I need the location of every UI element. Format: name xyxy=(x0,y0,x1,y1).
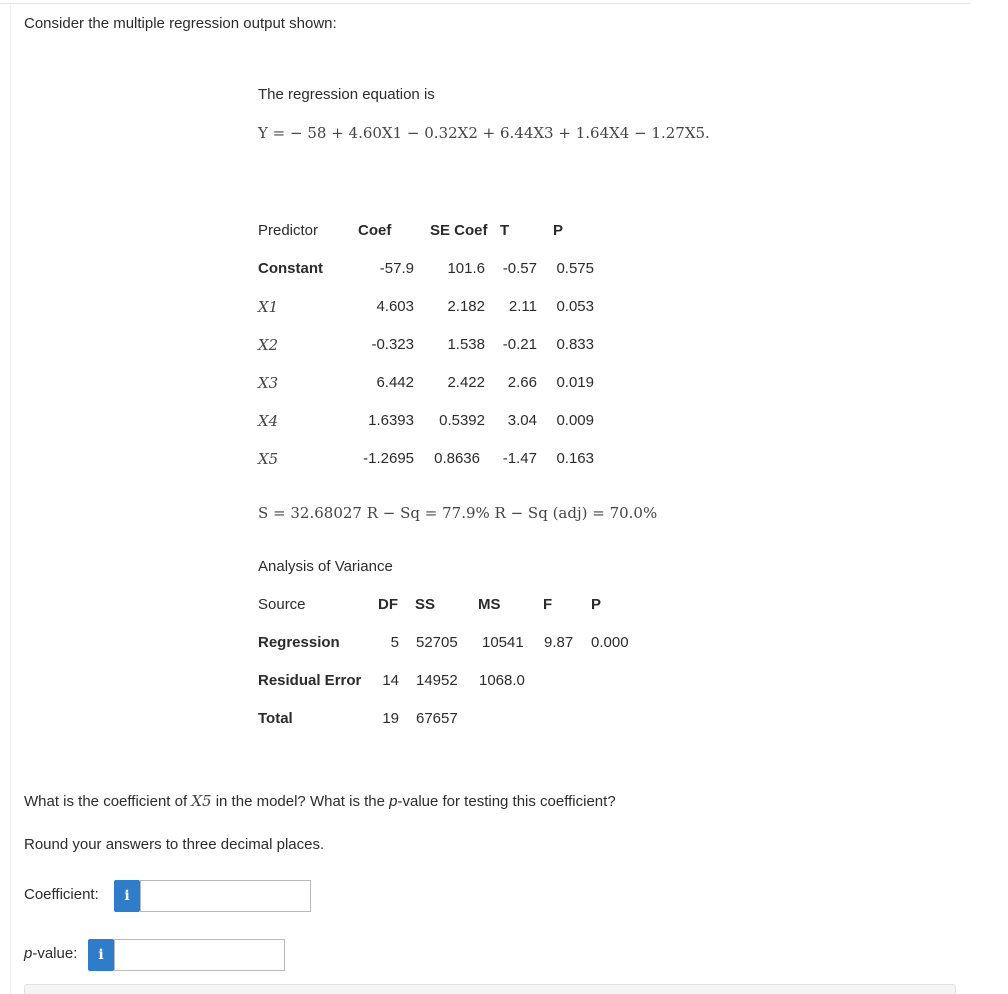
anova-p: 0.000 xyxy=(591,634,629,651)
regression-equation: Y = − 58 + 4.60X1 − 0.32X2 + 6.44X3 + 1.64X4 − 1.27X5. xyxy=(258,124,710,142)
p-value-cell: 0.163 xyxy=(556,450,594,467)
header-predictor: Predictor xyxy=(258,222,319,239)
p-value-label-rest: -value: xyxy=(32,945,78,962)
bottom-panel-edge xyxy=(24,984,956,994)
se-coef-value: 2.422 xyxy=(447,374,485,391)
anova-source: Residual Error xyxy=(258,672,362,689)
fit-statistics: S = 32.68027 R − Sq = 77.9% R − Sq (adj) = 70.0% xyxy=(258,504,658,522)
anova-ss: 52705 xyxy=(416,634,458,651)
p-value-cell: 0.009 xyxy=(556,412,594,429)
anova-ms: 10541 xyxy=(482,634,524,651)
anova-source: Total xyxy=(258,710,293,727)
t-value: -0.57 xyxy=(502,260,537,277)
predictor-name: X4 xyxy=(258,412,279,430)
header-f: F xyxy=(543,596,553,613)
question-prompt: Consider the multiple regression output shown: xyxy=(24,15,337,32)
anova-df: 14 xyxy=(382,672,399,689)
header-t: T xyxy=(500,222,510,239)
coefficient-input[interactable] xyxy=(140,880,311,912)
anova-ms: 1068.0 xyxy=(479,672,525,689)
anova-source: Regression xyxy=(258,634,340,651)
ask-part2: in the model? What is the xyxy=(211,793,390,810)
t-value: 2.66 xyxy=(507,374,537,391)
predictor-name: X1 xyxy=(258,298,279,316)
p-value-cell: 0.833 xyxy=(556,336,594,353)
ask-part1: What is the coefficient of xyxy=(24,793,192,810)
ask-part3: -value for testing this coefficient? xyxy=(397,793,616,810)
header-coef: Coef xyxy=(358,222,392,239)
predictor-name: Constant xyxy=(258,260,323,277)
coef-value: -1.2695 xyxy=(363,450,414,467)
rounding-instruction: Round your answers to three decimal places. xyxy=(24,836,325,853)
anova-df: 5 xyxy=(390,634,399,651)
ask-variable: X5 xyxy=(191,792,212,810)
p-value-label xyxy=(24,945,77,962)
p-value-cell: 0.019 xyxy=(556,374,594,391)
coef-value: 6.442 xyxy=(376,374,414,391)
header-source: Source xyxy=(258,596,306,613)
predictor-name: X3 xyxy=(258,374,279,392)
coefficient-label: Coefficient: xyxy=(24,886,99,903)
se-coef-value: 0.8636 xyxy=(434,450,480,467)
header-df: DF xyxy=(378,596,398,613)
header-ss: SS xyxy=(415,596,436,613)
coef-value: -0.323 xyxy=(371,336,414,353)
se-coef-value: 101.6 xyxy=(447,260,485,277)
info-icon[interactable]: i xyxy=(114,880,140,912)
se-coef-value: 1.538 xyxy=(447,336,485,353)
p-value-label-p: p xyxy=(24,945,33,962)
p-value-cell: 0.053 xyxy=(556,298,594,315)
se-coef-value: 2.182 xyxy=(447,298,485,315)
p-value-cell: 0.575 xyxy=(556,260,594,277)
se-coef-value: 0.5392 xyxy=(439,412,485,429)
header-p: P xyxy=(591,596,602,613)
predictor-name: X5 xyxy=(258,450,279,468)
header-p: P xyxy=(553,222,564,239)
header-se-coef: SE Coef xyxy=(430,222,488,239)
coef-value: -57.9 xyxy=(379,260,414,277)
predictor-name: X2 xyxy=(258,336,279,354)
t-value: -1.47 xyxy=(502,450,537,467)
t-value: 3.04 xyxy=(507,412,537,429)
anova-ss: 67657 xyxy=(416,710,458,727)
anova-df: 19 xyxy=(382,710,399,727)
anova-title: Analysis of Variance xyxy=(258,558,393,575)
p-value-input[interactable] xyxy=(114,939,285,971)
t-value: 2.11 xyxy=(508,298,537,315)
header-ms: MS xyxy=(478,596,501,613)
equation-intro: The regression equation is xyxy=(258,86,435,103)
anova-f: 9.87 xyxy=(544,634,574,651)
info-icon[interactable]: i xyxy=(88,939,114,971)
coef-value: 1.6393 xyxy=(368,412,414,429)
coef-value: 4.603 xyxy=(376,298,414,315)
anova-ss: 14952 xyxy=(416,672,458,689)
question-ask xyxy=(24,792,616,810)
ask-p: p xyxy=(389,793,398,810)
t-value: -0.21 xyxy=(502,336,537,353)
